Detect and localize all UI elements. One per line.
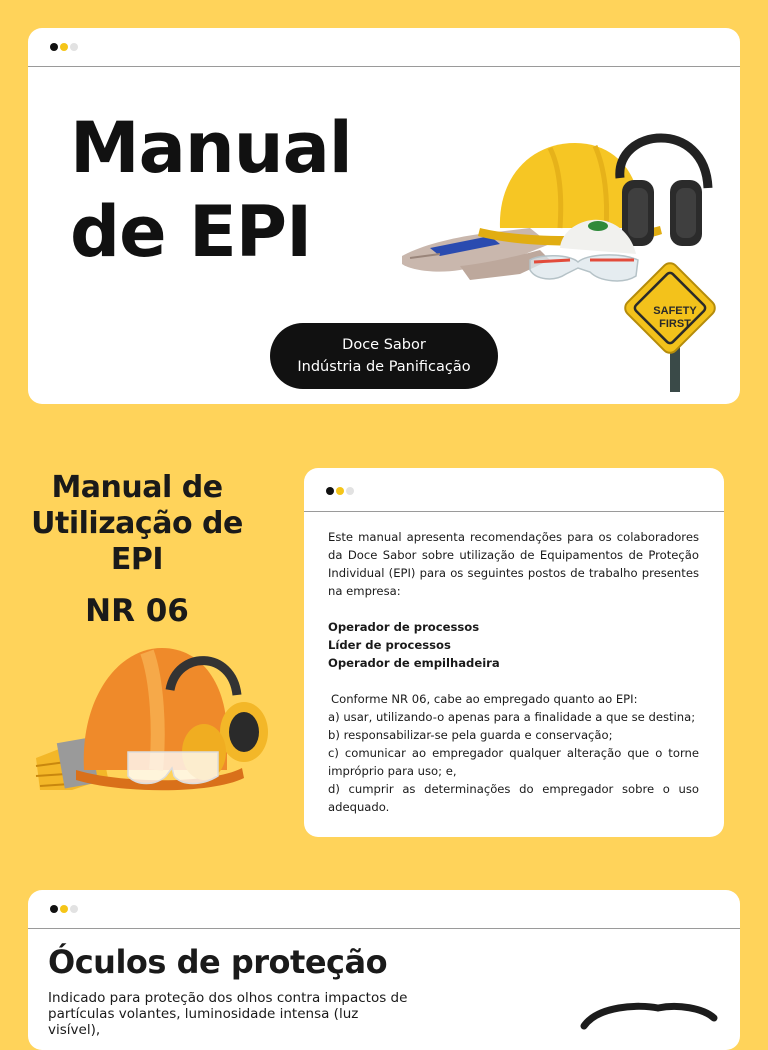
- intro-heading-line2: Utilização de: [31, 506, 243, 541]
- intro-body: [328, 528, 699, 816]
- cover-card: [28, 28, 740, 404]
- glasses-card: [28, 890, 740, 1050]
- dot-yellow: [60, 905, 68, 913]
- role-item: Operador de processos: [328, 620, 480, 634]
- dot-light: [70, 43, 78, 51]
- safety-glasses-illustration: [578, 998, 718, 1028]
- duty-item: a) usar, utilizando-o apenas para a finalidade a que se destina;: [328, 710, 696, 724]
- nr-intro: Conforme NR 06, cabe ao empregado quanto ao EPI:: [331, 692, 638, 706]
- window-bar: [28, 28, 740, 67]
- safety-first-sign: [626, 266, 726, 392]
- window-dots: [326, 487, 354, 495]
- window-bar: [28, 890, 740, 929]
- role-item: Líder de processos: [328, 638, 451, 652]
- intro-heading-line3: EPI: [110, 542, 164, 577]
- duty-item: c) comunicar ao empregador qualquer alteração que o torne impróprio para uso; e,: [328, 746, 699, 778]
- orange-helmet-illustration: [32, 640, 272, 800]
- window-dots: [50, 905, 78, 913]
- duty-item: d) cumprir as determinações do empregador sobre o uso adequado.: [328, 782, 699, 814]
- duty-item: b) responsabilizar-se pela guarda e conservação;: [328, 728, 613, 742]
- norm-label: NR 06: [85, 593, 189, 629]
- dot-black: [326, 487, 334, 495]
- cover-title: [70, 106, 352, 274]
- role-item: Operador de empilhadeira: [328, 656, 500, 670]
- dot-light: [346, 487, 354, 495]
- ppe-equipment-illustration: [400, 88, 700, 288]
- company-subtitle: Indústria de Panificação: [297, 359, 471, 375]
- glasses-icon: [530, 255, 638, 281]
- glasses-title: Óculos de proteção: [48, 943, 388, 981]
- company-name: Doce Sabor: [342, 337, 426, 353]
- intro-paragraph: Este manual apresenta recomendações para os colaboradores da Doce Sabor sobre utilização de Equipamentos de Proteção Individual (EPI) para os seguintes postos de trabalho presentes na empresa:: [328, 530, 699, 598]
- glasses-description: Indicado para proteção dos olhos contra impactos de partículas volantes, luminosidade intensa (luz visível),: [48, 990, 408, 1038]
- dot-yellow: [60, 43, 68, 51]
- dot-light: [70, 905, 78, 913]
- earmuffs-icon: [620, 138, 708, 246]
- sign-text-line1: SAFETY: [653, 305, 697, 317]
- dot-yellow: [336, 487, 344, 495]
- intro-heading-line1: Manual de: [51, 470, 223, 505]
- window-dots: [50, 43, 78, 51]
- sign-text-line2: FIRST: [659, 318, 691, 330]
- dot-black: [50, 43, 58, 51]
- glasses-icon: [128, 752, 218, 784]
- cover-title-line1: Manual: [70, 107, 352, 189]
- window-bar: [304, 468, 724, 512]
- intro-heading: [20, 470, 254, 578]
- dot-black: [50, 905, 58, 913]
- intro-card: [304, 468, 724, 837]
- company-badge: [270, 323, 498, 389]
- cover-title-line2: de EPI: [70, 191, 312, 273]
